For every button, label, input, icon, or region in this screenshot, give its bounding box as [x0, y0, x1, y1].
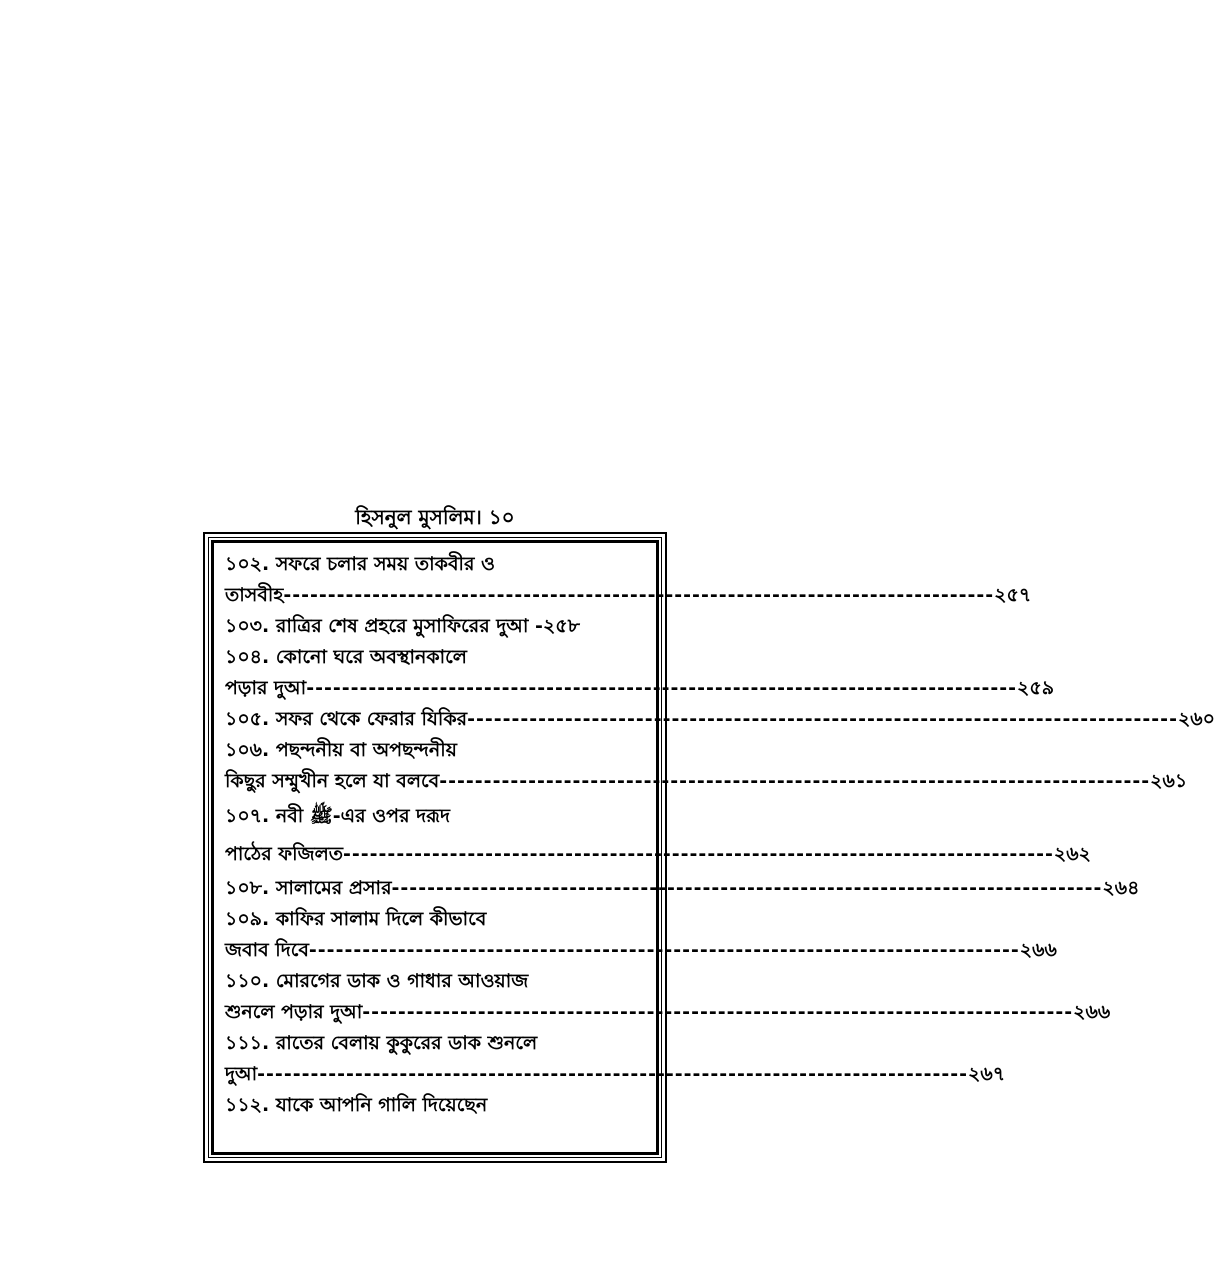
- toc-entry-text: ১০৭. নবী ﷺ-এর ওপর দরূদ: [225, 805, 450, 827]
- dotted-leader: --------------------------------------------------------------------------------: [391, 877, 1103, 899]
- toc-line: [225, 704, 1215, 735]
- toc-line: [225, 873, 1140, 904]
- toc-entry-text: কিছুর সম্মুখীন হলে যা বলবে: [225, 770, 440, 792]
- toc-entry-text: ১১০. মোরগের ডাক ও গাধার আওয়াজ: [225, 970, 529, 992]
- toc-page-number: ২৬৪: [1102, 877, 1140, 899]
- toc-line: [225, 642, 645, 673]
- toc-page-number: ২৬৬: [1019, 939, 1057, 961]
- toc-entry-text: ১০৬. পছন্দনীয় বা অপছন্দনীয়: [225, 739, 457, 761]
- toc-line: [225, 966, 645, 997]
- toc-page-number: ২৫৯: [1017, 677, 1055, 699]
- toc-line: [225, 935, 1057, 966]
- toc-entry-text: পাঠের ফজিলত: [225, 843, 343, 865]
- toc-entry-text: জবাব দিবে: [225, 939, 309, 961]
- toc-entry-text: ১০২. সফরে চলার সময় তাকবীর ও: [225, 553, 496, 575]
- toc-line: [225, 1059, 1006, 1090]
- dotted-leader: --------------------------------------------------------------------------------: [283, 584, 995, 606]
- toc-line: [225, 580, 1032, 611]
- toc-frame-middle: [208, 537, 1215, 1158]
- toc-entry-text: ১১১. রাতের বেলায় কুকুরের ডাক শুনলে: [225, 1032, 538, 1054]
- toc-entry-text: ১০৯. কাফির সালাম দিলে কীভাবে: [225, 908, 487, 930]
- toc-page-number: ২৫৭: [994, 584, 1032, 606]
- toc-page-number: ২৬৭: [968, 1063, 1006, 1085]
- dotted-leader: --------------------------------------------------------------------------------: [362, 1001, 1074, 1023]
- toc-line: [225, 997, 1111, 1028]
- dotted-leader: --------------------------------------------------------------------------------: [257, 1063, 969, 1085]
- toc-entry-text: ১০৮. সালামের প্রসার: [225, 877, 392, 899]
- dotted-leader: --------------------------------------------------------------------------------: [467, 708, 1178, 730]
- toc-entry-text: তাসবীহ: [225, 584, 284, 606]
- toc-entry-text: ১১২. যাকে আপনি গালি দিয়েছেন: [225, 1094, 488, 1116]
- toc-entry-text: ১০৩. রাত্রির শেষ প্রহরে মুসাফিরের দুআ -: [225, 615, 543, 637]
- toc-line: [225, 1090, 645, 1121]
- toc-page-number: ২৬৬: [1073, 1001, 1111, 1023]
- page-header: হিসনুল মুসলিম। ১০: [355, 505, 515, 529]
- toc-line: [225, 1028, 645, 1059]
- toc-line: [225, 549, 645, 580]
- toc-line: [225, 766, 1188, 797]
- toc-line: [225, 904, 645, 935]
- toc-page-number: ২৫৮: [542, 615, 580, 637]
- toc-page-number: ২৬০: [1177, 708, 1215, 730]
- dotted-leader: --------------------------------------------------------------------------------: [439, 770, 1151, 792]
- toc-entry-text: শুনলে পড়ার দুআ: [225, 1001, 363, 1023]
- dotted-leader: --------------------------------------------------------------------------------: [308, 939, 1020, 961]
- toc-line: [225, 735, 645, 766]
- dotted-leader: --------------------------------------------------------------------------------: [343, 843, 1054, 865]
- toc-line: [225, 797, 645, 835]
- toc-line: [225, 673, 1055, 704]
- toc-page-number: ২৬১: [1150, 770, 1188, 792]
- table-of-contents: [225, 549, 1215, 1121]
- toc-entry-text: পড়ার দুআ: [225, 677, 307, 699]
- toc-page-number: ২৬২: [1053, 843, 1091, 865]
- toc-line: [225, 611, 645, 642]
- toc-entry-text: ১০৪. কোনো ঘরে অবস্থানকালে: [225, 646, 467, 668]
- toc-entry-text: দুআ: [225, 1063, 258, 1085]
- toc-entry-text: ১০৫. সফর থেকে ফেরার যিকির: [225, 708, 468, 730]
- toc-frame-inner: [211, 540, 1215, 1155]
- dotted-leader: --------------------------------------------------------------------------------: [306, 677, 1018, 699]
- toc-line: [225, 835, 1091, 873]
- toc-frame: [203, 532, 1215, 1163]
